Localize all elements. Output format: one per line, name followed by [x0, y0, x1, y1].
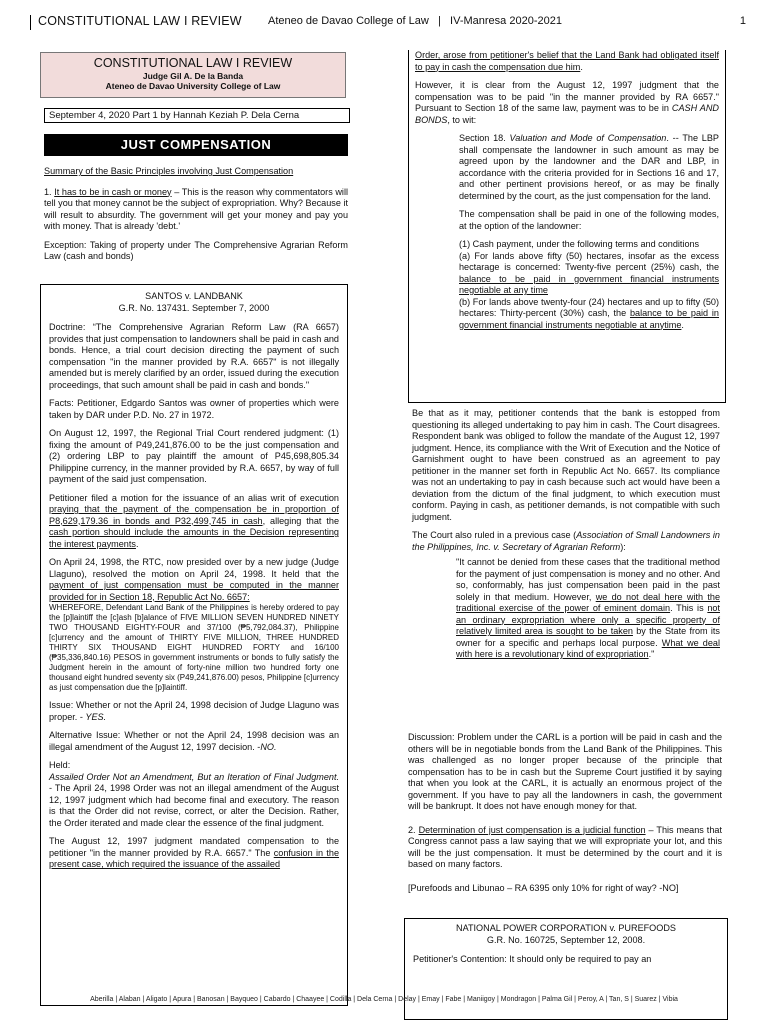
continued-order: Order, arose from petitioner's belief that the Land Bank had obligated itself to pay in cash the compensation due him. [415, 50, 719, 72]
apr24-order: On April 24, 1998, the RTC, now presided over by a new judge (Judge Llaguno), resolved the motion on April 24, 1998. It held that the payment of just compensation must be computed in the manner provided for in Section 18, Republic Act No. 6657: [49, 557, 339, 602]
cash-terms: (1) Cash payment, under the following terms and conditions (a) For lands above fifty (50) hectares, insofar as the excess hectarage is concerned: Twenty-five percent (25%) cash, the balance to be paid in government financial instruments negotiable at any time (b) For lands above twenty-four (24) hectares and up to fifty (50) hectares: Thirty-percent (30%) cash, the balance to be paid in government financial instruments negotiable at anytime. [459, 239, 719, 330]
judge-name: Judge Gil A. De la Banda [142, 71, 244, 81]
page-header [30, 14, 750, 38]
topic-heading: JUST COMPENSATION [44, 134, 348, 156]
case-box-santos [40, 284, 348, 1006]
issue: Issue: Whether or not the April 24, 1998 decision of Judge Llaguno was proper. - YES. [49, 700, 339, 722]
section-18: Section 18. Valuation and Mode of Compensation. -- The LBP shall compensate the landowner in such amount as may be agreed upon by the landowner and the DAR and LBP, in accordance with the criteria provided for in Sections 16 and 17, and other pertinent provisions hereof, or as may be finally determined by the court, as the just compensation for the land. [459, 133, 719, 201]
case2-title: NATIONAL POWER CORPORATION v. PUREFOODS [456, 923, 676, 933]
school-name: Ateneo de Davao University College of Law [105, 81, 281, 91]
right-lower [408, 732, 722, 901]
wherefore-clause: WHEREFORE, Defendant Land Bank of the Philippines is hereby ordered to pay the [p]laintiff the [c]ash [b]alance of FIVE MILLION SEVEN HUNDRED NINETY TWO THOUSAND EIGHTY-FOUR and 37/100 (₱5,792,084.37), Philippine [c]urrency and the amount of THIRTY FIVE MILLION, THREE HUNDRED THIRTY SIX THOUSAND EIGHT HUNDRED FORTY and 16/100 (₱35,336,840.16) PESOS in government instruments or bonds to fully satisfy the Judgment herein in the amount of forty-nine million two hundred forty one thousand eight hundred seventy six (P49,241,876.00) pesos, Philippine [c]urrency as just compensation due the [p]laintiff. [49, 603, 339, 692]
be-that-as-it-may: Be that as it may, petitioner contends that the bank is estopped from questioning its alleged undertaking to pay him in cash. The Court disagrees. Respondent bank was obliged to follow the mandate of the August 12, 1997 judgment. Hence, its compliance with the Writ of Execution and the Notice of Garnishment ought to have been construed as an agreement to pay petitioner in the manner set forth in Republic Act No. 6657. Its compliance was not an undertaking to pay in cash because such act would have been a deviation from the dictum of the final judgment, to which execution must conform. Paying in cash, as petitioner demands, is not compatible with such judgment. [412, 408, 720, 522]
purefoods-content [413, 923, 719, 973]
header-school: Ateneo de Davao College of Law | IV-Manresa 2020-2021 [268, 15, 562, 27]
discussion: Discussion: Problem under the CARL is a portion will be paid in cash and the others will be in negotiable bonds from the Land Bank of the Philippines. This was challenged as no longer proper because of the principle that compensation has to be in cash but the Supreme Court justified it by saying that when you look at the CARL, it is actually an enormous project of the government. If you have to pay all the landowners in cash, the government will be bankrupt. It does not have enough money for that. [408, 732, 722, 811]
facts: Facts: Petitioner, Edgardo Santos was owner of properties which were taken by DAR under P.D. No. 27 in 1972. [49, 398, 339, 420]
case-box-santos-continued [408, 50, 726, 403]
doctrine: Doctrine: “The Comprehensive Agrarian Reform Law (RA 6657) provides that just compensation to landowners shall be paid in cash and bonds. Hence, a trial court decision directing the payment of such compensation "in the manner provided by R.A. 6657" is not illegally amended but is merely clarified by an order, issued during the execution proceedings, that such amount shall be paid in cash and bonds." [49, 322, 339, 390]
case-box-content [49, 291, 339, 878]
held: Held: Assailed Order Not an Amendment, But an Iteration of Final Judgment. - The April 24, 1998 Order was not an illegal amendment of the August 12, 1997 judgment which had become final and executory. The reason is that the Order did not revise, correct, or alter the Decision. Rather, the Order iterated and made clear the essence of the final judgment. [49, 760, 339, 828]
motion: Petitioner filed a motion for the issuance of an alias writ of execution praying that the payment of the compensation be in proportion of P8,629,179.36 in bonds and P32,499,745 in cash, alleging that the cash portion should include the amounts in the Decision representing the interest payments. [49, 492, 339, 549]
exception: Exception: Taking of property under The Comprehensive Agrarian Reform Law (cash and bonds) [44, 239, 348, 261]
header-bar [30, 15, 31, 30]
date-line: September 4, 2020 Part 1 by Hannah Keziah P. Dela Cerna [44, 108, 350, 123]
case2-gr: G.R. No. 160725, September 12, 2008. [486, 934, 646, 945]
summary-heading: Summary of the Basic Principles involving Just Compensation [44, 166, 294, 176]
continued-content [415, 50, 719, 331]
course-title: CONSTITUTIONAL LAW I REVIEW [93, 56, 293, 70]
case-gr: G.R. No. 137431. September 7, 2000 [118, 302, 270, 313]
association-quote: "It cannot be denied from these cases that the traditional method for the payment of just compensation is money and no other. And so, conformably, has just compensation been paid in the past solely in that medium. However, we do not deal here with the traditional exercise of the power of eminent domain. This is not an ordinary expropriation where only a specific property of relatively limited area is sought to be taken by the State from its owner for a specific and perhaps local purpose. What we deal with here is a revolutionary kind of expropriation." [456, 557, 721, 659]
purefoods-note: [Purefoods and Libunao – RA 6395 only 10% for right of way? -NO] [408, 882, 679, 893]
right-middle [412, 408, 720, 668]
aug12-judgment: On August 12, 1997, the Regional Trial Court rendered judgment: (1) fixing the amount of P49,241,876.00 to be the just compensation and (2) ordering LBP to pay plaintiff the amount of P45,698,805.34 Philippine currency, in the manner provided by R.A. 6657, by way of full payment of the said just compensation. [49, 428, 339, 484]
point-2: 2. Determination of just compensation is a judicial function – This means that Congress cannot pass a law saying that we will expropriate your lot, and this will be the just compensation. It must be determined by the court and it is based on many factors. [408, 824, 722, 869]
left-intro [44, 166, 348, 270]
page-number: 1 [739, 15, 746, 27]
footer-names: Aberilla | Alaban | Aligato | Apura | Banosan | Bayqueo | Cabardo | Chaayee | Codilla | Dela Cerna | Delay | Emay | Fabe | Maniigoy | Mondragon | Palma Gil | Peroy, A | Tan, S | Suarez | Vibia [90, 996, 678, 1003]
case2-contention: Petitioner's Contention: It should only be required to pay an [413, 954, 652, 964]
case-title: SANTOS v. LANDBANK [145, 291, 243, 301]
header-title: CONSTITUTIONAL LAW I REVIEW [38, 14, 242, 28]
title-box [40, 52, 346, 98]
however: However, it is clear from the August 12, 1997 judgment that the compensation was to be paid "in the manner provided by RA 6657." Pursuant to Section 18 of the same law, payment was to be in CASH AND BONDS, to wit: [415, 80, 719, 125]
previous-case: The Court also ruled in a previous case (Association of Small Landowners in the Philippines, Inc. v. Secretary of Agrarian Reform): [412, 530, 720, 552]
case-box-purefoods [404, 918, 728, 1020]
point-1: 1. It has to be in cash or money – This is the reason why commentators will tell you that money cannot be the subject of expropriation. Why? Because it will result to absurdity. The government will get your money and pay you with money. That is already 'debt.' [44, 186, 348, 231]
modes: The compensation shall be paid in one of the following modes, at the option of the landowner: [459, 209, 719, 231]
alt-issue: Alternative Issue: Whether or not the April 24, 1998 decision was an illegal amendment of the August 12, 1997 decision. -NO. [49, 730, 339, 752]
aug12-mandate: The August 12, 1997 judgment mandated compensation to the petitioner "in the manner provided by R.A. 6657." The confusion in the present case, which required the issuance of the assailed [49, 836, 340, 869]
section-18-quote [459, 133, 719, 331]
